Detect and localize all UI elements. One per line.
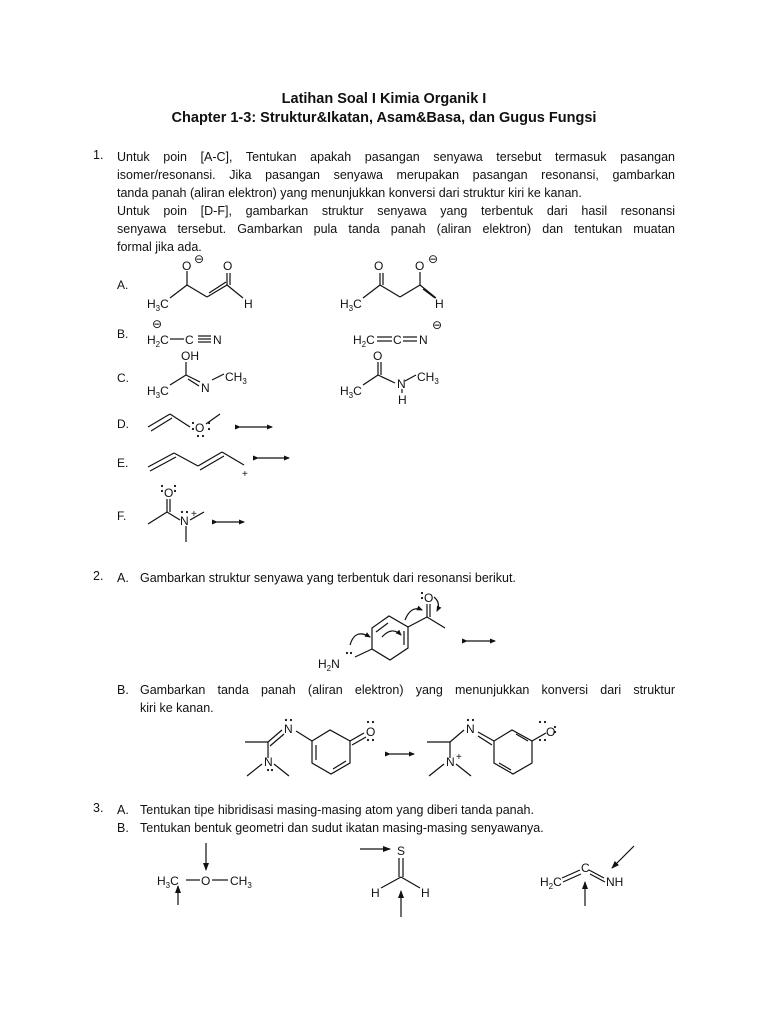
atom-o: O	[366, 725, 376, 739]
atom-h: H	[244, 297, 253, 311]
charge-minus: ⊖	[194, 252, 205, 266]
atom-n: N	[446, 755, 455, 769]
q2-number: 2.	[93, 569, 104, 583]
atom-h: H	[371, 886, 380, 900]
atom-o: O	[415, 259, 425, 273]
atom-o: O	[373, 349, 383, 363]
q3-a-text: Tentukan tipe hibridisasi masing-masing atom yang diberi tanda panah.	[140, 803, 534, 817]
q2b-left-structure	[245, 730, 366, 776]
page-subtitle: Chapter 1-3: Struktur&Ikatan, Asam&Basa, dan Gugus Fungsi	[171, 110, 597, 126]
q1f-structure	[148, 499, 204, 542]
atom-h: H	[398, 393, 407, 407]
atom-h3c: $H_3C$	[147, 384, 169, 400]
q1-line-6: formal jika ada.	[117, 240, 202, 254]
q1-number: 1.	[93, 148, 104, 162]
atom-o: O	[201, 874, 211, 888]
atom-n: N	[284, 722, 293, 736]
atom-labels	[147, 252, 623, 900]
atom-c: C	[393, 333, 402, 347]
atom-o: O	[182, 259, 192, 273]
charge-minus: ⊖	[428, 252, 439, 266]
q1-line-2: isomer/resonansi. Jika pasangan senyawa merupakan pasangan resonansi, gambarkan	[117, 168, 675, 182]
atom-h: H	[421, 886, 430, 900]
q2-b-line-1: Gambarkan tanda panah (aliran elektron) yang menunjukkan konversi dari struktur	[140, 683, 675, 697]
atom-h2c: $H_2C$	[540, 875, 562, 891]
q1-label-b: B.	[117, 327, 129, 341]
atom-n: N	[180, 514, 189, 528]
atom-o: O	[546, 725, 556, 739]
atom-h2c: $H_2C$	[147, 333, 169, 349]
atom-ch3: $CH_3$	[225, 370, 247, 386]
q1-line-5: senyawa tersebut. Gambarkan pula tanda panah (aliran elektron) dan tentukan muatan	[117, 222, 675, 236]
atom-h3c: $H_3C$	[147, 297, 169, 313]
atom-n: N	[419, 333, 428, 347]
q1-line-4: Untuk poin [D-F], gambarkan struktur senyawa yang terbentuk dari hasil resonansi	[117, 204, 675, 218]
q1-label-d: D.	[117, 417, 129, 431]
atom-c: C	[185, 333, 194, 347]
charge-minus: ⊖	[152, 317, 163, 331]
q1-line-3: tanda panah (aliran elektron) yang menunjukkan konversi dari struktur kiri ke kanan.	[117, 186, 582, 200]
atom-o: O	[374, 259, 384, 273]
q2b-right-structure	[427, 730, 546, 776]
atom-n: N	[397, 377, 406, 391]
atom-ch3: $CH_3$	[417, 370, 439, 386]
charge-minus: ⊖	[432, 318, 443, 332]
atom-o: O	[223, 259, 233, 273]
q2-a-text: Gambarkan struktur senyawa yang terbentuk dari resonansi berikut.	[140, 571, 516, 585]
q1a-left-structure	[170, 271, 243, 298]
atom-c: C	[581, 861, 590, 875]
q2-b-label: B.	[117, 683, 129, 697]
q1a-right-structure	[363, 272, 436, 298]
atom-n: N	[201, 381, 210, 395]
atom-n: N	[264, 755, 273, 769]
atom-h: H	[435, 297, 444, 311]
q3-b-text: Tentukan bentuk geometri dan sudut ikatan masing-masing senyawanya.	[140, 821, 544, 835]
q3-b-label: B.	[117, 821, 129, 835]
page-title: Latihan Soal I Kimia Organik I	[281, 91, 487, 107]
q1e-structure	[148, 452, 244, 471]
atom-o: O	[195, 421, 205, 435]
q3-thioformaldehyde-structure	[360, 849, 420, 917]
atom-n: N	[213, 333, 222, 347]
q1c-right-structure	[363, 362, 416, 393]
lone-pairs	[161, 422, 556, 771]
q1-label-c: C.	[117, 371, 129, 385]
q1-label-f: F.	[117, 509, 127, 523]
q2a-structure	[350, 597, 445, 660]
q1-label-e: E.	[117, 456, 129, 470]
q1c-left-structure	[170, 362, 224, 386]
q1-label-a: A.	[117, 278, 129, 292]
q3-number: 3.	[93, 801, 104, 815]
atom-s: S	[397, 844, 406, 858]
atom-oh: OH	[181, 349, 199, 363]
atom-o: O	[164, 486, 174, 500]
atom-h3c: $H_3C$	[157, 874, 179, 890]
q2-b-line-2: kiri ke kanan.	[140, 701, 214, 715]
charge-plus: +	[242, 469, 248, 480]
atom-h3c: $H_3C$	[340, 384, 362, 400]
q1-line-1: Untuk poin [A-C], Tentukan apakah pasangan senyawa tersebut termasuk pasangan	[117, 150, 675, 164]
atom-h3c: $H_3C$	[340, 297, 362, 313]
atom-nh: NH	[606, 875, 624, 889]
q3-a-label: A.	[117, 803, 129, 817]
atom-h2n: $H_2N$	[318, 657, 340, 673]
q2-a-label: A.	[117, 571, 129, 585]
atom-ch3: $CH_3$	[230, 874, 252, 890]
atom-h2c: $H_2C$	[353, 333, 375, 349]
charge-plus: +	[456, 752, 462, 763]
atom-o: O	[424, 591, 434, 605]
charge-plus: +	[191, 509, 197, 520]
atom-n: N	[466, 722, 475, 736]
